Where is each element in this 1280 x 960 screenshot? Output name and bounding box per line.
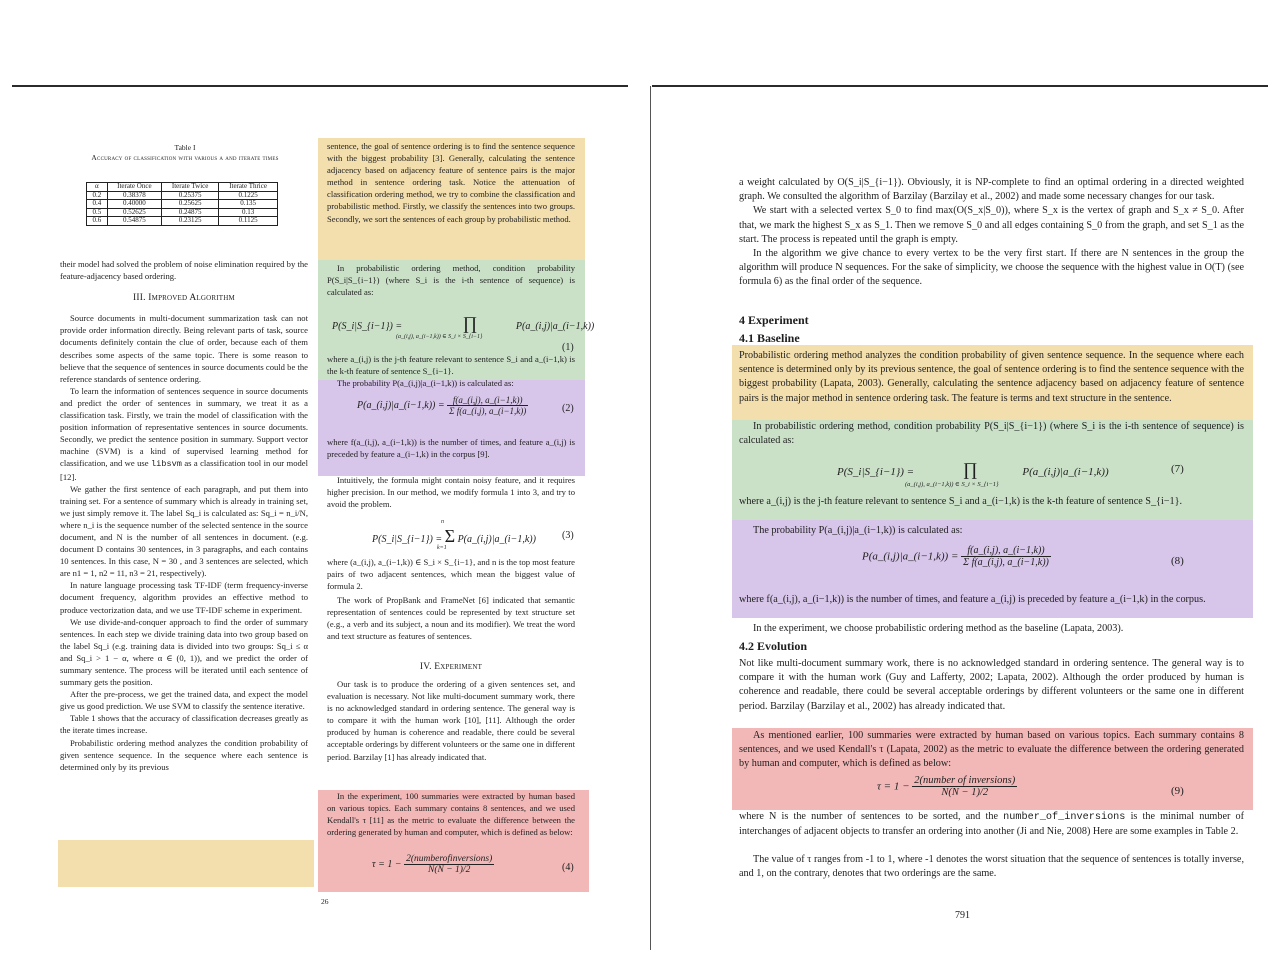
right-where9 (739, 810, 1244, 853)
eq3-sum-bottom: k=1 (437, 545, 447, 551)
paragraph: where a_(i,j) is the j-th feature relevant to sentence S_i and a_(i−1,k) is the k-th feature of sentence S_{i−1}. (327, 354, 575, 377)
right-purple-intro (739, 524, 1244, 538)
accuracy-table (86, 182, 278, 226)
left-col2-where3 (327, 556, 575, 594)
equation-9 (877, 775, 1017, 798)
left-col2-purple-intro (327, 377, 575, 390)
table-row (87, 200, 278, 209)
left-col2-where2 (327, 436, 575, 474)
right-page (651, 0, 1280, 960)
paragraph: The value of τ ranges from -1 to 1, where -1 denotes the worst situation that the sequence of sentences is totally inverse, and 1, on the contrary, denotes that two orderings are the same. (739, 854, 1244, 880)
right-yellow-text (739, 349, 1244, 420)
eq7-product-symbol: ∏ (962, 459, 978, 479)
eq4-numerator: 2(numberofinversions) (406, 854, 493, 864)
eq4-denominator: N(N − 1)/2 (428, 865, 471, 875)
table-cell: 0.25375 (162, 191, 219, 200)
eq2-fraction (447, 395, 528, 416)
paragraph: In the experiment, we choose probabilistic ordering method as the baseline (Lapata, 2003). (753, 623, 1124, 634)
table-header-cell: Iterate Twice (162, 183, 219, 192)
left-col1-body (60, 258, 308, 888)
left-col2-yellow-text (327, 140, 575, 258)
paragraph: In probabilistic ordering method, condition probability P(S_i|S_{i−1}) (where S_i is the i-th sentence of sequence) is calculated as: (327, 263, 575, 298)
paragraph: The work of PropBank and FrameNet [6] indicated that semantic representation of sentences could be represented by text structure set (e.g., a verb and its subject, a noun and its modifier). We treat the word and text structure as features of sentences. (327, 595, 575, 642)
table-cell: 0.1225 (219, 191, 278, 200)
table-cell: 0.6 (87, 217, 108, 226)
paragraph: Not like multi-document summary work, there is no acknowledged standard in ordering sentence. The general way is to compare it with the human work (Guy and Lafferty, 2002; Lapata, 2002). Although the order produced by human is coherence and readable, there could be several acceptable orderings by different volunteers or the same one in different period. Barzilay (Barzilay et al., 2002) has already indicated that. (739, 658, 1244, 712)
table-cell: 0.52625 (107, 208, 161, 217)
paragraph-text: where N is the number of sentences to be sorted, and the (739, 811, 998, 822)
section-heading-4-experiment: 4 Experiment (739, 313, 809, 327)
paragraph: a weight calculated by O(S_i|S_{i−1}). Obviously, it is NP-complete to find an optimal ordering in a directed weighted graph. We consulted the algorithm of Barzilay (Barzilay et al., 2002) and made some necessary changes for our task. (739, 177, 1244, 203)
eq9-fraction (912, 775, 1017, 798)
eq8-number: (8) (1171, 555, 1184, 567)
table-caption: Accuracy of classification with various α and iterate times (91, 153, 279, 162)
paragraph: In probabilistic ordering method, condition probability P(S_i|S_{i−1}) (where S_i is the i-th sentence of sequence) is calculated as: (739, 421, 1244, 447)
paragraph: After the pre-process, we get the trained data, and expect the model give us good prediction. We use SVM to classify the sentence iterative. (60, 689, 308, 712)
right-evolution (739, 657, 1244, 728)
eq7-rhs: P(a_(i,j)|a_(i−1,k)) (1022, 466, 1109, 478)
eq3-sum-symbol: Σ (444, 526, 456, 546)
right-red-text (739, 729, 1244, 772)
table-cell: 0.25625 (162, 200, 219, 209)
equation-3 (372, 526, 536, 547)
section-heading-experiment: IV. Experiment (419, 662, 483, 672)
paragraph: where f(a_(i,j), a_(i−1,k)) is the number of times, and feature a_(i,j) is preceded by feature a_(i−1,k) in the corpus. (739, 594, 1206, 605)
paragraph: Intuitively, the formula might contain noisy feature, and it requires higher precision. In our method, we modify formula 1 into 3, and try to avoid the problem. (327, 475, 575, 510)
eq7-lhs: P(S_i|S_{i−1}) = (837, 466, 915, 478)
eq8-lhs: P(a_(i,j)|a_(i−1,k)) = (862, 550, 959, 563)
eq2-number: (2) (562, 403, 574, 414)
eq3-lhs: P(S_i|S_{i−1}) = (372, 534, 443, 545)
equation-4 (372, 854, 494, 875)
code-libsvm: libsvm (150, 459, 182, 470)
eq8-fraction (961, 545, 1051, 568)
left-col2-propbank (327, 594, 575, 656)
table-header-cell: Iterate Thrice (219, 183, 278, 192)
left-col2-where1 (327, 353, 575, 379)
paragraph: Table 1 shows that the accuracy of classification decreases greatly as the iterate times increase. (60, 713, 308, 736)
eq2-denominator: Σ f(a_(i,j), a_(i−1,k)) (449, 406, 527, 416)
eq8-numerator: f(a_(i,j), a_(i−1,k)) (961, 545, 1051, 557)
eq3-sum-top: n (441, 519, 444, 525)
equation-2 (357, 395, 528, 416)
eq3-rhs: P(a_(i,j)|a_(i−1,k)) (457, 534, 536, 545)
eq1-number: (1) (562, 342, 574, 353)
table-cell: 0.2 (87, 191, 108, 200)
table-header-cell: α (87, 183, 108, 192)
table-row (87, 217, 278, 226)
code-number-of-inversions: number_of_inversions (1003, 812, 1126, 823)
eq9-lhs: τ = 1 − (877, 780, 910, 793)
table-cell: 0.4 (87, 200, 108, 209)
paragraph: The probability P(a_(i,j)|a_(i−1,k)) is calculated as: (337, 378, 514, 388)
eq4-number: (4) (562, 862, 574, 873)
paragraph: where (a_(i,j), a_(i−1,k)) ∈ S_i × S_{i−1}, and n is the top most feature pairs of two adjacent sentences, which mean the biggest value of formula 2. (327, 557, 575, 592)
paragraph: sentence, the goal of sentence ordering is to find the sentence sequence with the biggest probability [3]. Generally, calculating the sentence adjacency based on adjacency feature of sentence pairs is the major method in sentence ordering task. Notice the attenuation of classification ordering method, we try to combine the classification and probabilistic method. Firstly, we classify the sentences into two groups. Secondly, we sort the sentences of each group by probabilistic method. (327, 141, 575, 224)
paragraph-text: as a classification tool in our model [12]. (60, 458, 308, 482)
paragraph: where a_(i,j) is the j-th feature relevant to sentence S_i and a_(i−1,k) is the k-th feature of sentence S_{i−1}. (739, 496, 1183, 507)
paragraph: We use divide-and-conquer approach to find the order of summary sentences. In each step we divide training data into two group based on the label Sq_i (e.g. training data is divided into two groups: Sq_i ≤ α and Sq_i > 1 − α, where α ∈ (0, 1)), and we predict the order of summary sentence. The process will be iterated until each sentence of summary gets the position. (60, 616, 308, 688)
paragraph: We gather the first sentence of each paragraph, and put them into training set. For a sentence of summary which is already in training set, we just simply remove it. The label Sq_i is calculated as: Sq_i = n_i/N, where n_i is the sequence number of the selected sentence in the source document, and N is the number of all sentences in document. (e.g. document D contains 30 sentences, in 3 paragraphs, and each contains 10 sentences. In this case, N = 30 , and 3 sentences are selected, which are n1 = 1, n2 = 11, n3 = 21, respectively). (60, 483, 308, 579)
left-page-number: 26 (321, 897, 329, 906)
equation-8 (862, 545, 1051, 568)
table-cell: 0.54875 (107, 217, 161, 226)
paragraph: The probability P(a_(i,j)|a_(i−1,k)) is calculated as: (753, 525, 963, 536)
left-col2-task (327, 678, 575, 788)
paragraph: In the algorithm we give chance to every vertex to be the very first start. If there are N sentences in the group the algorithm will produce N sequences. For the sake of simplicity, we choose the sequence with the highest value in O(T) (see formula 6) as the final order of the sequence. (739, 248, 1244, 288)
eq2-numerator: f(a_(i,j), a_(i−1,k)) (447, 395, 528, 406)
section-heading-4-1-baseline: 4.1 Baseline (739, 331, 800, 345)
table-header-cell: Iterate Once (107, 183, 161, 192)
paragraph: where f(a_(i,j), a_(i−1,k)) is the number of times, and feature a_(i,j) is preceded by feature a_(i−1,k) in the corpus [9]. (327, 437, 575, 460)
right-tau (739, 853, 1244, 882)
left-col2-green-text (327, 262, 575, 302)
eq9-number: (9) (1171, 785, 1184, 797)
right-where7 (739, 495, 1244, 523)
section-heading-4-2-evolution: 4.2 Evolution (739, 639, 808, 653)
eq2-lhs: P(a_(i,j)|a_(i−1,k)) = (357, 400, 445, 411)
paragraph-text: is the minimal number of interchanges of adjacent objects to transfer an ordering into another (Ji and Nie, 2008) Here are some examples in Table 2. (739, 811, 1244, 838)
right-top-body (739, 176, 1244, 306)
right-where8 (739, 593, 1244, 621)
table-header-row (87, 183, 278, 192)
paragraph-text: To learn the information of sentences sequence in source documents and predict the order of sentences in summary, we treat it as a classification task. Firstly, we train the model of classification with the position information of representative sentences in source documents. Secondly, we predict the sentence position in summary. Support vector machine (SVM) is a kind of supervised learning method for classification, and we use (60, 385, 308, 469)
table-cell: 0.24875 (162, 208, 219, 217)
section-heading-improved-algorithm: III. Improved Algorithm (133, 293, 235, 304)
eq4-fraction (404, 854, 494, 875)
table-title: Table I (174, 143, 196, 152)
eq1-subscript: (a_(i,j), a_(i−1,k)) ∈ S_i × S_{i−1} (396, 334, 483, 340)
table-cell: 0.23125 (162, 217, 219, 226)
paragraph: Our task is to produce the ordering of a given sentences set, and evaluation is necessary. Not like multi-document summary work, there is no acknowledged standard in ordering sentence. The general way is to compare it with the human work [10], [11]. Although the order produced by human is coherence and readable, there could be several acceptable orderings by different volunteers or the same one in different period. Barzilay [1] has already indicated that. (327, 679, 575, 762)
paragraph (739, 810, 1244, 839)
eq9-numerator: 2(number of inversions) (914, 775, 1016, 786)
left-col2-intuitive (327, 474, 575, 514)
table-cell: 0.38378 (107, 191, 161, 200)
table-cell: 0.5 (87, 208, 108, 217)
eq7-number: (7) (1171, 463, 1184, 475)
right-green-text (739, 420, 1244, 450)
eq7-subscript: (a_(i,j), a_(i−1,k)) ∈ S_i × S_{i−1} (905, 481, 999, 488)
table-cell: 0.135 (219, 200, 278, 209)
equation-7 (837, 459, 1109, 480)
eq1-lhs: P(S_i|S_{i−1}) = (332, 321, 403, 332)
table-cell: 0.1125 (219, 217, 278, 226)
eq8-denominator: Σ f(a_(i,j), a_(i−1,k)) (963, 557, 1049, 568)
paragraph: Probabilistic ordering method analyzes the condition probability of given sentence sequence. In the sequence where each sentence is determined only by its previous sentence, the goal of sentence ordering is to find the sentence sequence with the biggest probability (Lapata, 2003). Generally, calculating the sentence adjacency based on adjacency feature of sentence pairs is the major method in sentence ordering task. The feature is terms and text structure in the sentence. (739, 350, 1244, 404)
paragraph: their model had solved the problem of noise elimination required by the feature-adjacency based ordering. (60, 259, 308, 282)
eq4-lhs: τ = 1 − (372, 859, 402, 870)
equation-1 (332, 313, 594, 334)
eq1-product-symbol: ∏ (462, 313, 478, 333)
left-col2-red-text (327, 790, 575, 852)
right-page-number: 791 (955, 910, 970, 921)
paragraph (60, 385, 308, 483)
paragraph: In nature language processing task TF-IDF (term frequency-inverse document frequency, algorithm provides an effective method to produce vectorization data, and we use TF-IDF scheme in experiment. (60, 580, 308, 615)
table-cell: 0.13 (219, 208, 278, 217)
paragraph: We start with a selected vertex S_0 to find max(O(S_x|S_0)), where S_x is the vertex of graph and S_x ≠ S_0. After that, we mark the highest S_x as S_1. Then we remove S_0 and all edges containing S_0 from the graph, and set S_1 as the start. The process is repeated until the graph is empty. (739, 205, 1244, 245)
right-baseline (739, 622, 1244, 636)
paragraph: Source documents in multi-document summarization task can not provide order information directly. Being relevant parts of task, source documents definitely contain the clue of order, because each of them describes some aspects of the same topic. There is some reason to believe that the sequence of sentences in source documents could be the reference standards of sentence ordering. (60, 313, 308, 384)
eq9-denominator: N(N − 1)/2 (941, 787, 989, 798)
paragraph: In the experiment, 100 summaries were extracted by human based on various topics. Each summary contains 8 sentences, and we used Kendall's τ [11] as the metric to evaluate the difference between the ordering generated by human and computer, which is defined as below: (327, 791, 575, 838)
paragraph: Probabilistic ordering method analyzes the condition probability of given sentence sequence. In the sequence where each sentence is determined only by its previous (60, 737, 308, 772)
eq1-rhs: P(a_(i,j)|a_(i−1,k)) (515, 321, 595, 332)
table-cell: 0.40000 (107, 200, 161, 209)
eq3-number: (3) (562, 530, 574, 541)
paragraph: As mentioned earlier, 100 summaries were extracted by human based on various topics. Each summary contains 8 sentences, and we used Kendall's τ (Lapata, 2002) as the metric to evaluate the difference between the ordering generated by human and computer, which is defined as below: (739, 730, 1244, 770)
